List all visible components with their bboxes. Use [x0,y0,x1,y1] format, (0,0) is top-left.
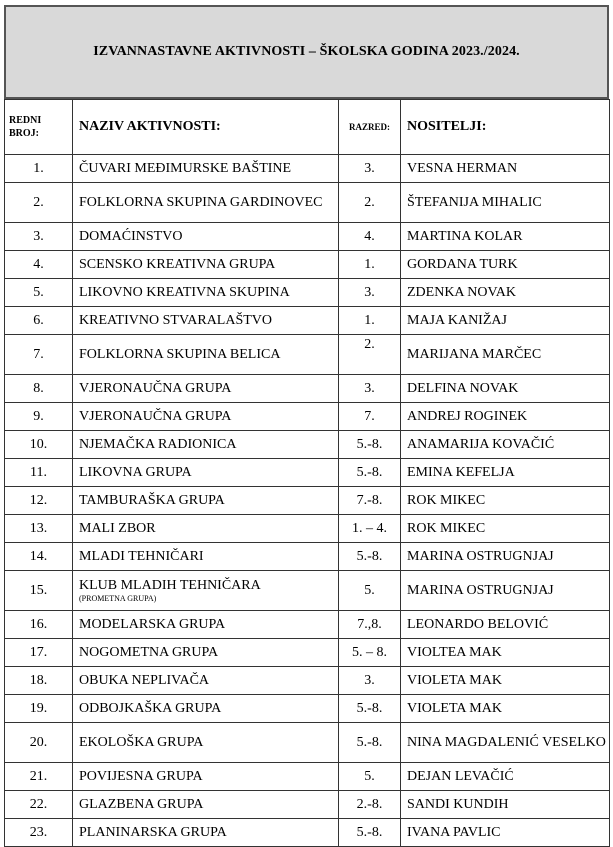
row-number: 23. [5,819,73,847]
table-row [5,667,610,695]
grade-cell: 5.-8. [339,723,401,763]
grade-cell: 3. [339,375,401,403]
activity-name-cell [73,279,339,307]
grade-cell: 7. [339,403,401,431]
activity-name-cell [73,307,339,335]
title-box [4,5,609,99]
activity-name-cell [73,183,339,223]
row-number: 2. [5,183,73,223]
table-row [5,487,610,515]
row-number: 16. [5,611,73,639]
activity-name: GLAZBENA GRUPA [79,796,204,812]
row-number: 3. [5,223,73,251]
activities-document [4,5,609,847]
activity-name: VJERONAUČNA GRUPA [79,380,232,396]
grade-cell: 3. [339,279,401,307]
grade-cell: 3. [339,667,401,695]
leader-cell: VIOLETA MAK [401,695,610,723]
activity-name-cell [73,459,339,487]
activity-name: OBUKA NEPLIVAČA [79,672,210,688]
activity-name-cell [73,667,339,695]
activity-name: TAMBURAŠKA GRUPA [79,492,225,508]
activity-name-cell [73,335,339,375]
activity-name: PLANINARSKA GRUPA [79,824,227,840]
row-number: 19. [5,695,73,723]
leader-cell: VIOLETA MAK [401,667,610,695]
leader-cell: ROK MIKEC [401,487,610,515]
header-row [5,100,610,155]
leader-cell: ANDREJ ROGINEK [401,403,610,431]
activity-name-cell [73,763,339,791]
header-number-line1: REDNI [9,115,42,126]
activity-name-cell [73,515,339,543]
activity-name-cell [73,695,339,723]
row-number: 5. [5,279,73,307]
table-row [5,543,610,571]
activity-name: SCENSKO KREATIVNA GRUPA [79,256,276,272]
row-number: 10. [5,431,73,459]
row-number: 18. [5,667,73,695]
activity-name: DOMAĆINSTVO [79,228,183,244]
table-row [5,223,610,251]
activity-name: NOGOMETNA GRUPA [79,644,219,660]
row-number: 4. [5,251,73,279]
leader-cell: DEJAN LEVAČIĆ [401,763,610,791]
activity-name: NJEMAČKA RADIONICA [79,436,237,452]
row-number: 9. [5,403,73,431]
grade-cell: 5.-8. [339,459,401,487]
row-number: 21. [5,763,73,791]
header-activity-name: NAZIV AKTIVNOSTI: [73,100,339,155]
activity-name: EKOLOŠKA GRUPA [79,734,204,750]
activity-name: ODBOJKAŠKA GRUPA [79,700,222,716]
row-number: 6. [5,307,73,335]
activity-name-cell [73,403,339,431]
leader-cell: MARINA OSTRUGNJAJ [401,543,610,571]
header-number [5,100,73,155]
activity-name-cell [73,723,339,763]
row-number: 20. [5,723,73,763]
grade-cell: 2.-8. [339,791,401,819]
grade-cell: 4. [339,223,401,251]
leader-cell: VIOLTEA MAK [401,639,610,667]
leader-cell: SANDI KUNDIH [401,791,610,819]
row-number: 17. [5,639,73,667]
table-row [5,515,610,543]
document-title: IZVANNASTAVNE AKTIVNOSTI – ŠKOLSKA GODINA 2023./2024. [93,44,520,59]
table-row [5,403,610,431]
row-number: 14. [5,543,73,571]
activity-subtitle: (PROMETNA GRUPA) [79,594,157,603]
activity-name-cell [73,639,339,667]
row-number: 1. [5,155,73,183]
activity-name-cell [73,487,339,515]
activity-name-cell [73,223,339,251]
leader-cell: EMINA KEFELJA [401,459,610,487]
activity-name-cell [73,431,339,459]
grade-cell: 2. [339,335,401,375]
grade-cell: 5.-8. [339,819,401,847]
table-row [5,183,610,223]
grade-cell: 5.-8. [339,543,401,571]
activity-name-cell [73,251,339,279]
activity-name-cell [73,791,339,819]
leader-cell: ANAMARIJA KOVAČIĆ [401,431,610,459]
activity-name-cell [73,819,339,847]
grade-cell: 1. – 4. [339,515,401,543]
grade-cell: 1. [339,307,401,335]
table-row [5,639,610,667]
activity-name: POVIJESNA GRUPA [79,768,203,784]
leader-cell: MARIJANA MARČEC [401,335,610,375]
leader-cell: DELFINA NOVAK [401,375,610,403]
table-row [5,571,610,611]
activity-name: VJERONAUČNA GRUPA [79,408,232,424]
table-row [5,155,610,183]
grade-cell: 7.,8. [339,611,401,639]
activity-name: MODELARSKA GRUPA [79,616,226,632]
table-row [5,431,610,459]
activity-name: LIKOVNA GRUPA [79,464,192,480]
leader-cell: MARINA OSTRUGNJAJ [401,571,610,611]
leader-cell: GORDANA TURK [401,251,610,279]
activity-name-cell [73,571,339,611]
activity-name: MALI ZBOR [79,520,156,536]
leader-cell: ROK MIKEC [401,515,610,543]
row-number: 7. [5,335,73,375]
grade-cell: 1. [339,251,401,279]
row-number: 15. [5,571,73,611]
table-row [5,307,610,335]
row-number: 8. [5,375,73,403]
grade-cell: 5. – 8. [339,639,401,667]
leader-cell: VESNA HERMAN [401,155,610,183]
table-row [5,335,610,375]
grade-cell: 2. [339,183,401,223]
leader-cell: LEONARDO BELOVIĆ [401,611,610,639]
table-row [5,375,610,403]
leader-cell: NINA MAGDALENIĆ VESELKO [401,723,610,763]
activity-name: KLUB MLADIH TEHNIČARA [79,578,261,593]
row-number: 12. [5,487,73,515]
table-row [5,791,610,819]
leader-cell: IVANA PAVLIC [401,819,610,847]
header-number-line2: BROJ: [9,128,39,139]
activities-table [4,99,610,847]
table-row [5,251,610,279]
table-row [5,819,610,847]
table-row [5,459,610,487]
leader-cell: MAJA KANIŽAJ [401,307,610,335]
leader-cell: ŠTEFANIJA MIHALIC [401,183,610,223]
table-row [5,695,610,723]
grade-cell: 3. [339,155,401,183]
activity-name-cell [73,155,339,183]
activity-name: MLADI TEHNIČARI [79,548,204,564]
grade-cell: 5.-8. [339,695,401,723]
activity-name: ČUVARI MEĐIMURSKE BAŠTINE [79,160,292,176]
activity-name: FOLKLORNA SKUPINA BELICA [79,346,281,362]
activity-name: FOLKLORNA SKUPINA GARDINOVEC [79,194,323,210]
grade-cell: 5.-8. [339,431,401,459]
table-row [5,723,610,763]
table-row [5,763,610,791]
activity-name: KREATIVNO STVARALAŠTVO [79,312,273,328]
activity-name-cell [73,543,339,571]
header-leaders: NOSITELJI: [401,100,610,155]
grade-cell: 7.-8. [339,487,401,515]
table-row [5,611,610,639]
row-number: 11. [5,459,73,487]
leader-cell: MARTINA KOLAR [401,223,610,251]
activity-name-cell [73,611,339,639]
activity-name: LIKOVNO KREATIVNA SKUPINA [79,284,290,300]
grade-cell: 5. [339,571,401,611]
grade-cell: 5. [339,763,401,791]
row-number: 13. [5,515,73,543]
activity-name-cell [73,375,339,403]
leader-cell: ZDENKA NOVAK [401,279,610,307]
header-grade: RAZRED: [339,100,401,155]
row-number: 22. [5,791,73,819]
table-row [5,279,610,307]
